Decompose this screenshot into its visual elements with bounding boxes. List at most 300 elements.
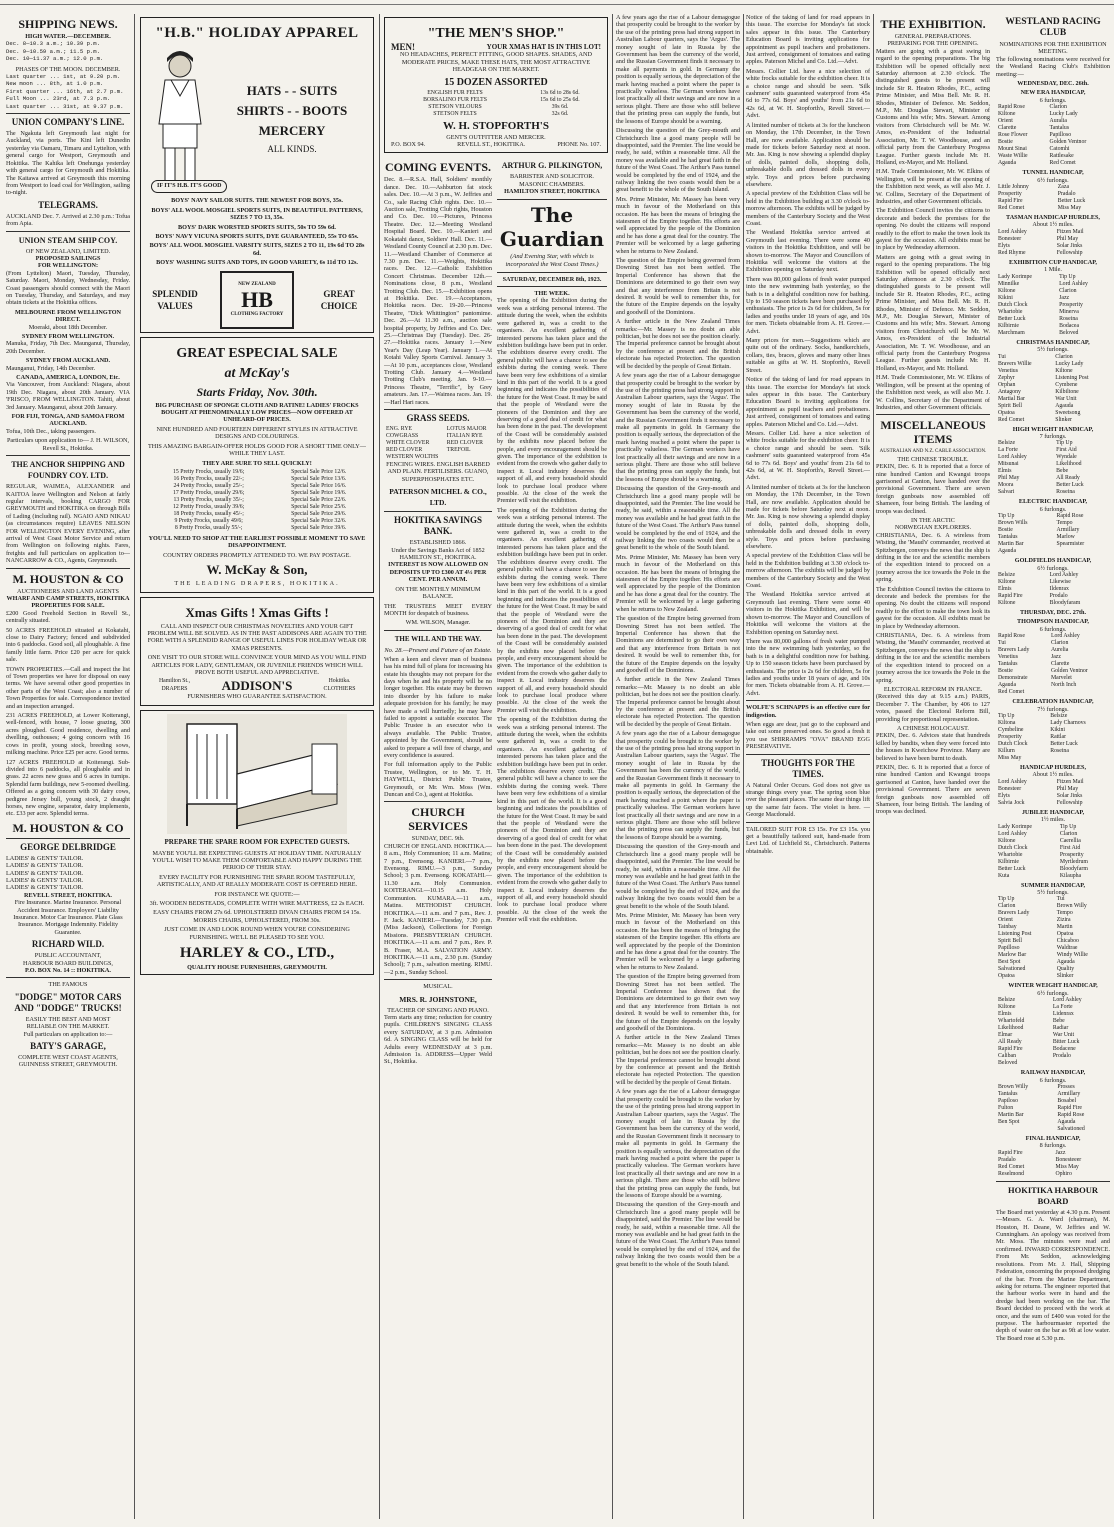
horse-name: Marlow bbox=[1056, 534, 1075, 541]
horse-row bbox=[996, 734, 1110, 741]
union-line-title: UNION COMPANY'S LINE. bbox=[11, 117, 125, 128]
horse-name: Radiar bbox=[1052, 1025, 1069, 1032]
horse-name: Likewise bbox=[1049, 578, 1071, 585]
horse-name: Roseina bbox=[1056, 489, 1075, 496]
handicap-title: NEW ERA HANDICAP, bbox=[1020, 89, 1086, 97]
horse-name: Chicaboo bbox=[1056, 938, 1079, 945]
horse-row bbox=[996, 903, 1110, 910]
horse-name: Lord Ashley bbox=[998, 454, 1027, 461]
horse-name: Brown Wills bbox=[998, 520, 1028, 527]
seed-name: COWGRASS bbox=[386, 433, 419, 440]
exhibition-sub: GENERAL PREPARATIONS. bbox=[894, 33, 972, 40]
horse-name: Clarette bbox=[998, 125, 1017, 132]
horse-row bbox=[996, 250, 1110, 257]
horse-name: Wyndale bbox=[1056, 454, 1077, 461]
price-row bbox=[147, 497, 367, 504]
news-para: A further article in the New Zealand Times remarks:—Mr. Massey is no doubt an able politician, but he does not see the position clearly. The Imperial preference cannot be brought about by the conference at present and the British electorate has rejected Protection. The question will be decided by the people of Great Britain. bbox=[616, 318, 740, 370]
horse-name: Likelihood bbox=[1056, 461, 1082, 468]
divider bbox=[6, 455, 130, 456]
hb-title: "H.B." HOLIDAY APPAREL bbox=[155, 25, 359, 41]
chinese-text: PEKIN, Dec. 6. It is reported that a force of nine hundred Canton and Kwangsi troops garrisoned at Canton, have handed over the provisional Government. There are seven foreign gunboats now assembled off Shameen, four being British. The landing of troops was declined. bbox=[876, 463, 990, 515]
horse-name: Listening Post bbox=[1055, 374, 1089, 381]
horse-row bbox=[996, 579, 1110, 586]
news-para: A further article in the New Zealand Times remarks:—Mr. Massey is no doubt an able politician, but he does not see the position clearly. The Imperial preference cannot be brought about by the conference at present and the British electorate has rejected Protection. The question will be decided by the people of Great Britain. bbox=[616, 1034, 740, 1086]
chinese-title: THE CHINESE TROUBLE. bbox=[897, 455, 969, 463]
col3-split bbox=[384, 157, 608, 1067]
horse-row bbox=[996, 779, 1110, 786]
thoughts-text: A Natural Order Occurs. God does not give us strange things every year. The spring soon blue over the pleasant places. The same dear things lift up the same fair faces. The violet is here. —George Macdonald. bbox=[746, 781, 870, 819]
horse-row bbox=[996, 845, 1110, 852]
horse-name: Kiltona bbox=[998, 719, 1016, 726]
horse-name: Phil May bbox=[1056, 785, 1079, 792]
horse-name: Whartobie bbox=[998, 851, 1023, 858]
horse-name: Orient bbox=[998, 917, 1013, 924]
wellington-text: (From Lyttelton) Maori, Tuesday, Thursday, Saturday. Maori, Monday, Wednesday, Friday. Coast passengers should connect with the Maori on Tuesday, Thursday, and Saturdays, and may obtain tickets at the Hokitika offices. bbox=[6, 269, 130, 307]
hb-logo-badge bbox=[220, 271, 294, 329]
divider bbox=[497, 272, 607, 273]
horse-table bbox=[996, 184, 1110, 212]
stopforth-box: P.O. BOX 94. bbox=[391, 141, 426, 149]
horse-name: Lord Ashley bbox=[1049, 571, 1079, 578]
horse-name: Likelihood bbox=[998, 1025, 1024, 1032]
harley-ad bbox=[140, 710, 374, 976]
hb-badge-nz: NEW ZEALAND bbox=[238, 281, 276, 287]
wild-box: P.O. BOX No. 14 :: HOKITIKA. bbox=[25, 967, 111, 975]
hat-price: 13s 6d to 28s 6d. bbox=[540, 89, 580, 96]
horse-name: Lady Korimpe bbox=[998, 823, 1032, 830]
divider bbox=[996, 1181, 1110, 1182]
harley-text: EVERY FACILITY FOR FURNISHING THE SPARE ROOM TASTEFULLY, ARTISTICALLY, AND AT REALLY MODERATE COST IS OFFERED HERE. bbox=[156, 873, 358, 889]
horse-name: Tui bbox=[998, 353, 1006, 360]
hb-ad-line: BOYS' NAVY VICUNA SPORTS SUITS, DYE GUARANTEED, 55s TO 65s. bbox=[155, 233, 359, 241]
horse-name: Caliban bbox=[998, 1053, 1017, 1060]
union-co-title: UNION STEAM SHIP COY. bbox=[18, 235, 118, 245]
horse-name: Lord Ashley bbox=[1050, 633, 1080, 640]
wild-title: RICHARD WILD. bbox=[31, 939, 105, 950]
news-para: The question of the Empire being governed from Downing Street has not been settled. The Imperial Conference has shown that the Dominions are determined to go their own way and that any interference from Britain is not desired. It would be well to remember this, for the future of the Empire depends on the loyalty and goodwill of the Dominions. bbox=[616, 615, 740, 674]
houston-sub2: WHARF AND CAMP STREETS, HOKITIKA bbox=[6, 594, 130, 602]
news-para: A limited number of tickets at 3s for the luncheon on Monday, the 17th December, in the Town Hall, are now available. Application should be made for tickets before Saturday next at noon. Mr. Jas. King is now showing a splendid display of dolls, painted dolls, shopping dolls, unbreakable dolls and dressed dolls in every style. Toys and prices before purchasing elsewhere. bbox=[746, 121, 870, 188]
horse-row bbox=[996, 748, 1110, 755]
horse-name: Tempo bbox=[1056, 520, 1073, 527]
horse-name: Rapid Rose bbox=[998, 633, 1025, 640]
horse-row bbox=[996, 1157, 1110, 1164]
moon-line: First quarter ... 16th, at 2.7 p.m. bbox=[6, 87, 124, 95]
horse-name: La Forte bbox=[998, 447, 1018, 454]
savings-act: Under the Savings Banks Act of 1852 bbox=[391, 546, 485, 554]
mckay-title-2: at McKay's bbox=[224, 365, 290, 381]
column-rule bbox=[612, 14, 613, 1519]
horse-row bbox=[996, 896, 1110, 903]
arctic-text: The Exhibition Council invites the citizens to decorate and bedeck the premises for the opening. No doubt the citizens will respond readily to the effort to make the town look its gayest for the occasion. All exhibits must be in place by Wednesday afternoon. bbox=[876, 585, 990, 630]
horse-row bbox=[996, 1098, 1110, 1105]
horse-name: Belsize bbox=[998, 571, 1016, 578]
horse-row bbox=[996, 1039, 1110, 1046]
horse-name: Orphan bbox=[998, 381, 1016, 388]
horse-name: Red Comet bbox=[1049, 160, 1076, 167]
horse-row bbox=[996, 191, 1110, 198]
mens-text: NO HEADACHES, PERFECT FITTING, GOOD SHAPES. SHADES, AND MODERATE PRICES, MAKE THESE HATS, THE MOST ATTRACTIVE HEADGEAR ON THE MARKET. bbox=[400, 51, 592, 74]
hb-ad bbox=[140, 17, 374, 333]
grass-title: GRASS SEEDS. bbox=[406, 413, 470, 424]
horse-table bbox=[996, 633, 1110, 696]
tailor-line: LADIES' & GENTS' TAILOR. bbox=[6, 862, 84, 870]
horse-name: Golden Ventnor bbox=[1050, 668, 1088, 675]
horse-name: Ben Spot bbox=[998, 1119, 1020, 1126]
horse-name: Tip Up bbox=[998, 896, 1015, 903]
seed-name: LOTUS MAJOR bbox=[446, 426, 487, 433]
fiji-title: FOR FIJI, TONGA, AND SAMOA FROM AUCKLAND. bbox=[11, 413, 125, 428]
horse-row bbox=[996, 1053, 1110, 1060]
horse-row bbox=[996, 852, 1110, 859]
union-apply: Particulars upon application to— J. H. WILSON, Revell St., Hokitika. bbox=[6, 437, 130, 452]
high-water-line: Dec. 8—10.3 a.m.; 10.39 p.m. bbox=[6, 40, 100, 48]
horse-name: Aurelia bbox=[1050, 647, 1069, 654]
mckay-bargain: THIS AMAZING BARGAIN-OFFER HOLDS GOOD FOR A SHORT TIME ONLY—WHILE THEY LAST. bbox=[148, 442, 366, 458]
horse-name: Papilloso bbox=[1049, 132, 1072, 139]
horse-row bbox=[996, 1171, 1110, 1178]
horse-name bbox=[996, 1126, 1055, 1133]
seed-name: ENG. RYE bbox=[386, 426, 413, 433]
addison-text: CALL AND INSPECT OUR CHRISTMAS NOVELTIES AND YOUR GIFT PROBLEM WILL BE SOLVED. AS IN THE PAST ADDISONS ARE AGAIN TO THE FORE WITH A SPLENDID RANGE OF USEFUL LINES FOR HOLIDAY WEAR OR XMAS PRESENTS. bbox=[147, 622, 367, 652]
horse-name: Bebe bbox=[1056, 468, 1069, 475]
horse-table bbox=[996, 229, 1110, 257]
horse-row bbox=[996, 1091, 1110, 1098]
handicap-distance: 6 furlongs. bbox=[1039, 505, 1067, 513]
horse-row bbox=[996, 600, 1110, 607]
news-para: Discussing the question of the Grey-mouth and Christchurch line a good many people will be disappointed, said the Premier. The line would be ready, he said, within a reasonable time. All the money was available and he had great faith in the future of the West Coast. The Arthur's Pass tunnel would be completed by the end of 1924, and the railway linking the two coasts would then be a great benefit to the whole of the South Island. bbox=[616, 485, 740, 552]
addison-title: Xmas Gifts ! Xmas Gifts ! bbox=[185, 604, 329, 620]
news-para: Discussing the question of the Grey-mouth and Christchurch line a good many people will be disappointed, said the Premier. The line would be ready, he said, within a reasonable time. All the money was available and he had great faith in the future of the West Coast. The Arthur's Pass tunnel would be completed by the end of 1924, and the railway linking the two coasts would then be a great benefit to the whole of the South Island. bbox=[616, 843, 740, 910]
hb-right-tag bbox=[309, 288, 369, 312]
column-rule bbox=[134, 14, 135, 1519]
racing-date: WEDNESDAY, DEC. 26th. bbox=[1017, 80, 1089, 88]
horse-name: Cymbeline bbox=[998, 726, 1024, 733]
handicap-title: ELECTRIC HANDICAP, bbox=[1018, 498, 1088, 506]
horse-name: Cymbene bbox=[1055, 381, 1078, 388]
handicap-title: GOLDFIELDS HANDICAP, bbox=[1014, 557, 1092, 565]
handicap-distance: 1 Mile. bbox=[1044, 266, 1062, 274]
col6-left bbox=[876, 14, 990, 1344]
stopforth-street: REVELL ST., HOKITIKA. bbox=[457, 141, 526, 149]
horse-row bbox=[996, 281, 1110, 288]
horse-name: Marlow Bar bbox=[998, 952, 1027, 959]
price-sale: Special Sale Price 19/6. bbox=[291, 489, 347, 496]
dodge-apply: Full particulars on application to:— bbox=[23, 1030, 113, 1038]
horse-row bbox=[996, 118, 1110, 125]
price-sale: Special Sale Price 25/6. bbox=[291, 503, 347, 510]
handicap-distance: 6 furlongs. bbox=[1039, 1076, 1067, 1084]
church-text: CHURCH OF ENGLAND. HOKITIKA.—8 a.m., Holy Communion; 11 a.m. Matins; 7 p.m., Evensong. KANIERI.—7 p.m., Evensong. RIMU.—3 p.m., Sunday School; 3 p.m. Evensong. KOKATAHI.—11.30 a.m. Holy Communion. KOITERANGI.—10.15 a.m. Holy Communion. KUMARA.—11 a.m., Matins. METHODIST CHURCH. HOKITIKA.—11 a.m. and 7 p.m., Rev. J. F. Jack. KANIERI.—Tuesday, 7.30 p.m. (Miss Jackson), Collections for Foreign Missions. PRESBYTERIAN CHURCH. HOKITIKA.—11 a.m. and 7 p.m., Rev. P. B. Fraser, M.A. SALVATION ARMY. HOKITIKA.—11 a.m., 2.30 p.m. (Sunday School); 7 p.m., salvation meeting. RIMU.—2 p.m., Sunday School. bbox=[384, 842, 492, 976]
delbridge-lines bbox=[6, 855, 130, 892]
mckay-title-3: Starts Friday, Nov. 30th. bbox=[196, 384, 318, 399]
horse-row bbox=[996, 468, 1110, 475]
handicap-title: CHRISTMAS HANDICAP, bbox=[1016, 338, 1090, 346]
horse-name: Tui bbox=[998, 640, 1006, 647]
column-5 bbox=[746, 14, 870, 1519]
handicap-distance: 5½ furlongs. bbox=[1037, 889, 1069, 896]
hb-ad-line: BOYS' WASHING SUITS AND TOPS, IN GOOD VARIETY, 6s 11d TO 12s. bbox=[156, 259, 358, 267]
union-line-text: The Ngakuta left Greymouth last night for Auckland, via ports. The Kini left Dunedin yesterday via Oamaru, Timaru and Lyttelton, with general cargo for Westport, Greymouth and Hokitika. The Kahika left Onehunga yesterday with general cargo for Greymouth and Hokitika. The Kaitawa arrived at Greymouth this morning from Westport to load coal for Wellington, sailing to-night. bbox=[6, 130, 130, 197]
horse-name: La Forte bbox=[1052, 1004, 1073, 1011]
price-sale: Special Sale Price 32/6. bbox=[291, 517, 347, 524]
horse-name: Lord Ashley bbox=[998, 228, 1027, 235]
hat-row bbox=[391, 97, 601, 104]
horse-name: Tip Up bbox=[1059, 823, 1077, 830]
horse-name: Fitzen Mail bbox=[1056, 228, 1084, 235]
news-para: A special preview of the Exhibition Class will be held in the Exhibition building at 3.30 o'clock to-morrow afternoon. The exhibits will be judged by members of the Canterbury Society and the West Coast. bbox=[746, 190, 870, 227]
hb-row: SHIRTS - - BOOTS bbox=[236, 103, 348, 118]
column-4 bbox=[616, 14, 740, 1519]
handicap-distance: 7 furlongs. bbox=[1039, 432, 1067, 440]
moon-line: Last quarter ... 1st, at 9.20 p.m. bbox=[6, 73, 121, 81]
hat-price: 15s 6d to 25s 6d. bbox=[540, 96, 580, 103]
sydney-akl-text: Maunganui, Friday, 14th December. bbox=[6, 364, 96, 372]
thoughts-title: THOUGHTS FOR THE TIMES. bbox=[761, 757, 855, 779]
guardian-leader: The opening of the Exhibition during the week was a striking personal interest. The attitude during the week, when the exhibits were gathered in, was a credit to the organisers. An excellent gathering of interested persons has taken place and the exhibition buildings have been put in order. The exhibitors deserve every credit. The general public will have a chance to see the exhibits during the coming week. There have been very few exhibitions of a similar kind in this part of the world. It is a good beginning and indicates the possibilities of the future for the West Coast. It may be said that the people of Westland were the pioneers of the Dominion and they are deserving of a good deal of credit for what has been done in the past. The development of the Coast will be considerably assisted by the exhibits now placed before the people, and every encouragement should be given. The importance of the exhibition is evident from the crowds who gather daily to inspect it. Local industry deserves the support of all, and every household should look to purchase local produce where possible. At the close of the week the Premier will visit the exhibition. bbox=[497, 297, 607, 505]
price-item: 8 Pretty Frocks, usually 55/-; bbox=[174, 524, 243, 531]
seed-name: RED CLOVER bbox=[446, 440, 483, 447]
horse-name: Windy Willie bbox=[1056, 952, 1088, 959]
news-para: The Westland Hokitika service arrived at Greymouth last evening. There were some 40 visitors in the Hokitika Exhibition, and will be shown to-morrow. The Mayor and Councillors of Hokitika will welcome the visitors at the Exhibition opening on Saturday next. bbox=[746, 591, 870, 636]
hat-price: 32s 6d. bbox=[551, 110, 569, 117]
horse-name bbox=[1048, 755, 1110, 762]
horse-name: Antagony bbox=[998, 388, 1021, 395]
horse-name: Bravers Lady bbox=[998, 647, 1030, 654]
anchor-text: REGULAR, WAIMEA, ALEXANDER and KAITOA leave Wellington and Nelson at fairly regular intervals, booking CARGO FOR GREYMOUTH and HOKITIKA on through Bills of Lading (including rail). NGAIO AND NIKAU (as circumstances require) LEAVES NELSON FOR WELLINGTON EVERY EVENING, after arrival of West Coast Motor Service and return from Wellington on following nights. Fares, freights and full particulars on application to— NANCARROW & CO., Agents, Greymouth. bbox=[6, 483, 130, 565]
horse-name: Rose Flower bbox=[998, 132, 1028, 139]
stopforth-sub: GENT'S OUTFITTER AND MERCER. bbox=[446, 133, 546, 141]
horse-row bbox=[996, 309, 1110, 316]
horse-name: Bodacea bbox=[1059, 322, 1080, 329]
exhibition-text: H.M. Trade Commissioner, Mr. W. Elkins of Wellington, will be present at the opening of the Exhibition next week, as will also Mr. J. W. Collins, Secretary of the Department of Industries, and other Government officials. bbox=[876, 168, 990, 205]
horse-row bbox=[996, 741, 1110, 748]
horse-row bbox=[996, 859, 1110, 866]
will-title: THE WILL AND THE WAY. bbox=[394, 634, 482, 643]
col3-right bbox=[497, 157, 607, 1067]
horse-name: Tempo bbox=[1056, 910, 1073, 917]
horse-name: Venetius bbox=[998, 367, 1018, 374]
stopforth-phone: PHONE No. 107. bbox=[557, 141, 601, 149]
horse-name: Clarion bbox=[1059, 830, 1078, 837]
events-text: Dec. 8.—R.S.A. Hall, Soldiers' monthly dance. Dec. 10.—Ashburton fat stock sales. Dec. 10.—At 3 p.m., W. Jeffries and Co., sale Racing Club rights. Dec. 10.—Auction sale, Trotting Club rights, Houston and Co. Dec. 10.—Pictures, Princess Theatre. Dec. 12.—Meeting Westland Hospital Board. Dec. 10.—Kanieri and Kokatahi dance, Soldiers' Hall. Dec. 11.—Westland County Council at 2.30 p.m. Dec. 11.—Westland Chamber of Commerce at 7.30 p.m. Dec. 11.—Weights, Hokitika races. Dec. 12.—Catholic Exhibition Concert Christmas. December 12th.—Nominations close, 8 p.m., Westland Trotting Club. Dec. 15.—Exhibition opens at Hokitika. Dec. 19.—Acceptances, Hokitika races. Dec. 19-20.—Princess Theatre, "Dick Whittington" pantomime. Dec. 26.—At 11.30 a.m., auction sale hospital property, by Jeffries and Co. Dec. 25.—Christmas Day (Tuesday). Dec. 26-27.—Hokitika races. January 1.—New Year's Day (Leap Year). January 1.—At Kotahi Valley Sports Carnival. January 3.—At 10 p.m., acceptances close, Westland Trotting Club. January 4.—Westland Trotting Club's meeting. Jan. 9-10.—Princess Theatre, "Terrific", by Grey amateurs. Jan. 17.—Waimea races. Jan. 19.—Harl Hari races. bbox=[384, 176, 492, 406]
stopforth-footer bbox=[391, 141, 601, 148]
hb-badge-factory: CLOTHING FACTORY bbox=[230, 311, 284, 317]
horse-name: Bostie bbox=[998, 139, 1013, 146]
anchor-title: THE ANCHOR SHIPPING AND FOUNDRY COY. LTD. bbox=[11, 460, 125, 481]
horse-name: Clarion bbox=[1050, 640, 1069, 647]
handicap-title: SUMMER HANDICAP, bbox=[1020, 881, 1086, 889]
horse-name: Zizira bbox=[1056, 917, 1071, 924]
paterson-name: PATERSON MICHEL & CO., LTD. bbox=[389, 487, 487, 508]
seed-name bbox=[445, 454, 492, 461]
news-para: Notice of the taking of land for road appears in this issue. The exercise for Monday's fat stock sales appear in this issue. The Canterbury Education Board is inviting applications for appointment as pupil teachers and probationers. Just arrived, consignment of tomatoes and eating apples. Paterson Michel and Co. Ltd.—Advt. bbox=[746, 376, 870, 428]
properties-title: PROPERTIES FOR SALE. bbox=[31, 602, 105, 610]
horse-name: Rapid Rose bbox=[998, 104, 1025, 111]
col6-split bbox=[876, 14, 1110, 1344]
horse-name: Agauda bbox=[1056, 959, 1075, 966]
horse-name: Auralia bbox=[1049, 118, 1067, 125]
horse-name: Solar Jinks bbox=[1056, 242, 1083, 249]
harbour-title: HOKITIKA HARBOUR BOARD bbox=[1008, 1184, 1098, 1206]
horse-name: Salvationed bbox=[1057, 1126, 1085, 1133]
addison-left: Hamilton St., DRAPERS bbox=[158, 678, 191, 692]
horse-row bbox=[996, 713, 1110, 720]
horse-row bbox=[996, 534, 1110, 541]
horse-table bbox=[996, 1150, 1110, 1178]
horse-name: Salvari bbox=[998, 489, 1015, 496]
price-item: 17 Pretty Frocks, usually 29/6; bbox=[172, 489, 245, 496]
tailor-line: LADIES' & GENTS' TAILOR. bbox=[6, 876, 84, 884]
horse-name: Moora bbox=[998, 482, 1014, 489]
mckay-name: W. McKay & Son, bbox=[206, 562, 308, 578]
shipping-title: SHIPPING NEWS. bbox=[18, 17, 118, 31]
price-item: 16 Pretty Frocks, usually 22/-; bbox=[173, 475, 244, 482]
horse-name: Bostie bbox=[998, 668, 1013, 675]
moon-line: New moon ... 8th, at 1.0 p.m. bbox=[6, 80, 104, 88]
horse-name: Kikini bbox=[1050, 726, 1066, 733]
divider bbox=[6, 977, 130, 978]
values-text: VALUES bbox=[157, 300, 193, 311]
horse-name: Mitsunai bbox=[998, 461, 1019, 468]
horse-row bbox=[996, 368, 1110, 375]
horse-name: Prosperity bbox=[998, 733, 1022, 740]
divider bbox=[876, 414, 990, 415]
horse-name: Elyts bbox=[998, 792, 1010, 799]
news-para: A few years ago the rise of a Labour demagogue that prosperity could be brought to the worker by the use of the printing press had strong support in Australian Labour quarters, says the 'Argus'. The money sought of late in Russia by the Government has been the currency of the world, and the Russian Government finds it necessary to make all payments in gold. In Germany the position is equally serious, the depreciation of the mark having reached a point where the paper is practically valueless. The German workers have lost practically all their savings and are now in a serious plight. There are those who still believe that the printing press can supply the funds, but the lessons of Europe should be a warning. bbox=[616, 14, 740, 125]
horse-name: Lady Charnovs bbox=[1050, 719, 1086, 726]
horse-name: Clarion bbox=[998, 903, 1016, 910]
horse-table bbox=[996, 440, 1110, 496]
horse-name: Opatoa bbox=[998, 973, 1015, 980]
horse-name: Kiltone bbox=[998, 111, 1016, 118]
horse-row bbox=[996, 586, 1110, 593]
bed-illustration bbox=[167, 714, 347, 834]
horse-name: Lord Ashley bbox=[998, 830, 1027, 837]
horse-name: Waste Willie bbox=[998, 153, 1028, 160]
horse-name: Martin Bar bbox=[998, 541, 1024, 548]
price-sale: Special Sale Price 12/6. bbox=[291, 468, 347, 475]
horse-name: Rapid Rose bbox=[1056, 513, 1084, 520]
horse-row bbox=[996, 548, 1110, 555]
horse-name: First Aid bbox=[1056, 447, 1077, 454]
telegrams-text: AUCKLAND Dec. 7. Arrived at 2.30 p.m.: Tofua from Apia. bbox=[6, 212, 130, 228]
price-sale: Special Sale Price 39/6. bbox=[291, 524, 347, 531]
horse-name: Slinker bbox=[1056, 973, 1074, 980]
savings-title: HOKITIKA SAVINGS BANK. bbox=[393, 515, 483, 537]
mckay-drapers: THE LEADING DRAPERS, HOKITIKA. bbox=[174, 580, 340, 588]
horse-name: Bodacene bbox=[1052, 1046, 1076, 1053]
horse-row bbox=[996, 243, 1110, 250]
handicap-title: TASMAN HANDICAP HURDLES, bbox=[1006, 214, 1100, 222]
union-co-subtitle: OF NEW ZEALAND, LIMITED. bbox=[25, 247, 111, 255]
horse-row bbox=[996, 938, 1110, 945]
horse-row bbox=[996, 838, 1110, 845]
harley-prep: PREPARE THE SPARE ROOM FOR EXPECTED GUESTS. bbox=[164, 837, 350, 846]
horse-name: Kilbirnie bbox=[998, 858, 1019, 865]
news-para: Discussing the question of the Grey-mouth and Christchurch line a good many people will be disappointed, said the Premier. The line would be ready, he said, within a reasonable time. All the money was available and he had great faith in the future of the West Coast. The Arthur's Pass tunnel would be completed by the end of 1924, and the railway linking the two coasts would then be a great benefit to the whole of the South Island. bbox=[616, 1201, 740, 1268]
horse-row bbox=[996, 633, 1110, 640]
frock-price-list bbox=[147, 469, 367, 532]
price-row bbox=[147, 483, 367, 490]
property-listing: 231 ACRES FREEHOLD, at Lower Kotterangi, well-fenced, with house, 7 loose grazing, 300 acres ploughed. Good residence, dwelling and dwelling, outhouses; 4 going concern with 16 cows in profit, young stock, breeding sows, milking machine. Price £25 per acre. Good terms. bbox=[6, 712, 130, 757]
racing-date: THURSDAY, DEC. 27th. bbox=[1019, 608, 1087, 616]
horse-name: Dutch Clock bbox=[998, 301, 1028, 308]
will-apply: For full information apply to the Public Trustee, Wellington, or to Mr. T. H. HAYWELL, District Public Trustee, Greymouth, or Mr. Wm. Moss (Wm. Duncan and Co.), agent at Hokitika. bbox=[384, 761, 492, 799]
news-para: A special preview of the Exhibition Class will be held in the Exhibition building at 3.30 o'clock to-morrow afternoon. The exhibits will be judged by members of the Canterbury Society and the West Coast. bbox=[746, 552, 870, 590]
melbourne-text: Moeraki, about 18th December. bbox=[28, 323, 108, 331]
fiji-text: Tofua, 10th Dec., taking passengers. bbox=[6, 427, 96, 435]
hb-bottom bbox=[145, 271, 369, 329]
horse-row bbox=[996, 654, 1110, 661]
price-sale: Special Sale Price 16/6. bbox=[291, 482, 347, 489]
news-para: A few years ago the rise of a Labour demagogue that prosperity could be brought to the worker by the use of the printing press had strong support in Australian Labour quarters, says the 'Argus'. The money sought of late in Russia by the Government has been the currency of the world, and the Russian Government finds it necessary to make all payments in gold. In Germany the position is equally serious, the depreciation of the mark having reached a point where the paper is practically valueless. The German workers have lost practically all their savings and are now in a serious plight. There are those who still believe that the printing press can supply the funds, but the lessons of Europe should be a warning. bbox=[616, 1088, 740, 1199]
horse-name: Clarion bbox=[1059, 287, 1077, 294]
horse-name: Brown Willy bbox=[1056, 903, 1087, 910]
horse-name: Minnilke bbox=[998, 280, 1020, 287]
divider bbox=[384, 979, 492, 980]
handicap-title: JUBILEE HANDICAP, bbox=[1021, 808, 1085, 816]
events-title: COMING EVENTS. bbox=[384, 160, 491, 175]
price-sale: Special Sale Price 13/6. bbox=[291, 475, 347, 482]
horse-table bbox=[996, 274, 1110, 337]
horse-name: Clarion bbox=[1055, 353, 1073, 360]
horse-row bbox=[996, 132, 1110, 139]
price-row bbox=[147, 469, 367, 476]
horse-row bbox=[996, 198, 1110, 205]
horse-name: Tainbay bbox=[998, 924, 1017, 931]
news-para: Messrs. Collier Ltd. have a nice selection of white frocks suitable for the exhibition cheer. It is a choice range and should be seen. 'Silk cashmere' suits guaranteed waterproof from 45s 6d to 77s 6d. Boys' and youths' from 21s 6d to 42s 6d, at W. H. Stopforth's, Revell Street.—Advt. bbox=[746, 429, 870, 482]
horse-name: Tantalus bbox=[998, 661, 1018, 668]
handicap-distance: 8 furlongs. bbox=[1039, 1142, 1067, 1150]
savings-manager: WM. WILSON, Manager. bbox=[405, 619, 471, 627]
horse-name: Rapid Rose bbox=[1057, 1112, 1085, 1119]
horse-name: First Aid bbox=[1059, 844, 1081, 851]
horse-name: Rapid Fire bbox=[998, 1149, 1023, 1156]
horse-name: Fulton bbox=[998, 1105, 1014, 1112]
price-item: 12 Pretty Frocks, usually 39/6; bbox=[172, 503, 245, 510]
mckay-country: COUNTRY ORDERS PROMPTLY ATTENDED TO. WE PAY POSTAGE. bbox=[163, 551, 351, 559]
savings-est: ESTABLISHED 1866. bbox=[409, 539, 467, 547]
property-listing: 127 ACRES FREEHOLD at Koiterangi. Sub-divided into 6 paddocks, all ploughable and in grass. 22 acres new grass and 6 acres in turnips. Splendid farm buildings, new 5-roomed dwelling. Offered as a going concern with 30 dairy cows, pedigree Jersey bull, young stock, 2 draught horses, new engine, separator, dairy implements, etc. £33 per acre. Splendid terms. bbox=[6, 758, 130, 818]
horse-name: Miss May bbox=[998, 754, 1022, 761]
column-2 bbox=[140, 14, 374, 1519]
church-sunday: SUNDAY, DEC. 9th. bbox=[411, 835, 465, 843]
horse-row bbox=[996, 786, 1110, 793]
horse-row bbox=[996, 396, 1110, 403]
horse-name: Elmis bbox=[998, 585, 1012, 592]
handicap-distance: 6½ furlongs. bbox=[1037, 564, 1069, 572]
harley-sub: QUALITY HOUSE FURNISHERS, GREYMOUTH. bbox=[187, 964, 327, 972]
houston-sub: AUCTIONEERS AND LAND AGENTS bbox=[17, 587, 119, 595]
mens-dozen: 15 DOZEN ASSORTED bbox=[444, 76, 548, 88]
horse-name: Dutch Clock bbox=[998, 844, 1028, 851]
horse-name: Miss May bbox=[1057, 205, 1082, 212]
horse-name: Belsize bbox=[998, 997, 1016, 1004]
racing-title: WESTLAND RACING CLUB bbox=[1005, 17, 1101, 38]
horse-row bbox=[996, 403, 1110, 410]
horse-name: Minerva bbox=[1059, 308, 1079, 315]
horse-name: Killurn bbox=[998, 747, 1015, 754]
horse-row bbox=[996, 793, 1110, 800]
horse-row bbox=[996, 160, 1110, 167]
addison-footer bbox=[147, 678, 367, 693]
horse-row bbox=[996, 931, 1110, 938]
guardian-date: SATURDAY, DECEMBER 8th, 1923. bbox=[502, 275, 602, 283]
horse-name: Rapid Fire bbox=[998, 592, 1023, 599]
horse-name: Sweetsong bbox=[1055, 409, 1081, 416]
horse-name: Agauda bbox=[1057, 1119, 1076, 1126]
